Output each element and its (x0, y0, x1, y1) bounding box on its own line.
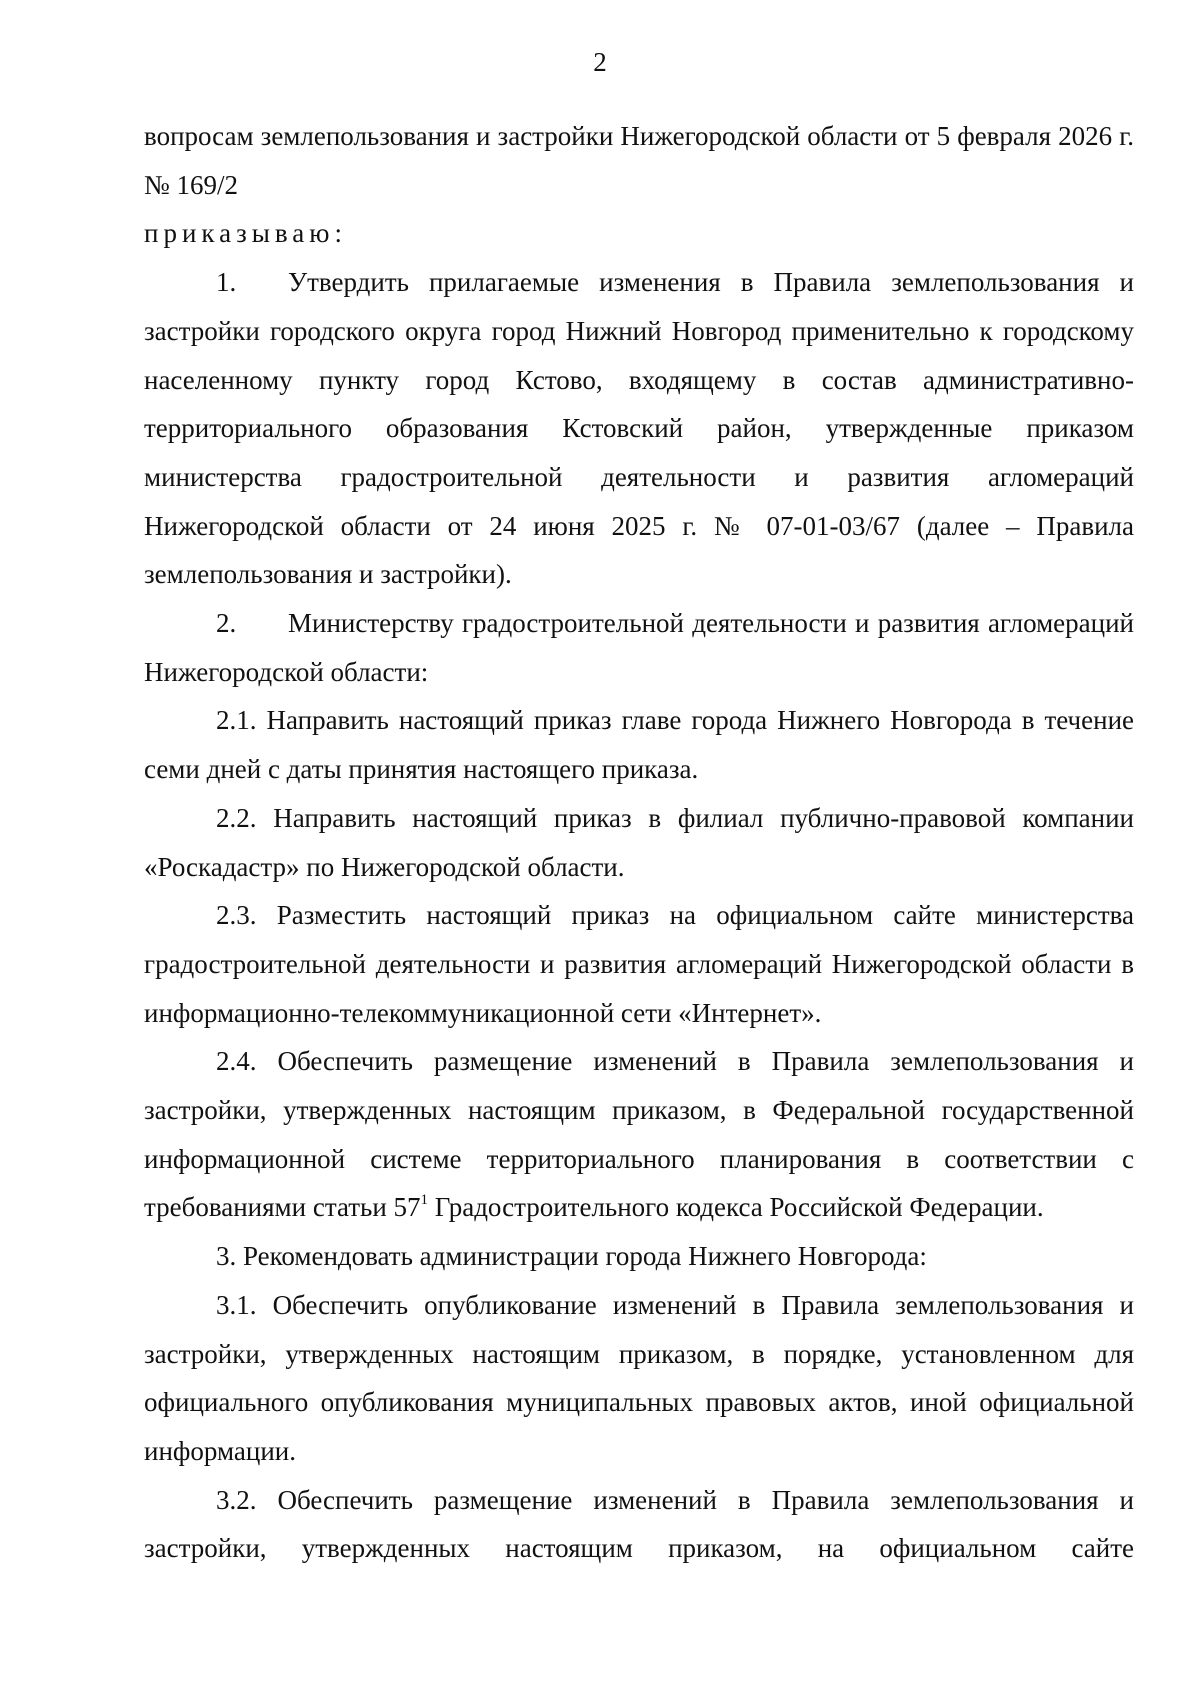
paragraph-2-3: 2.3. Разместить настоящий приказ на официальном сайте министерства градостроительной деятельности и развития агломераций Нижегородской области в информационно-телекоммуникационной сети «Интернет». (144, 900, 1134, 1028)
page-number: 2 (593, 47, 607, 77)
paragraph-1-text: Утвердить прилагаемые изменения в Правила землепользования и застройки городского округа город Нижний Новгород применительно к городскому населенному пункту город Кстово, входящему в состав административно-территориального образования Кстовский район, утвержденные приказом министерства градостроительной деятельности и развития агломераций Нижегородской области от 24 июня 2025 г. № 07-01-03/67 (далее – Правила землепользования и застройки). (144, 267, 1134, 590)
paragraph-3-2: 3.2. Обеспечить размещение изменений в Правила землепользования и застройки, утвержденных настоящим приказом, на официальном сайте (144, 1484, 1134, 1564)
paragraph-2-2: 2.2. Направить настоящий приказ в филиал публично-правовой компании «Роскадастр» по Нижегородской области. (144, 802, 1134, 882)
paragraph-2-4-text: 2.4. Обеспечить размещение изменений в Правила землепользования и застройки, утвержденных настоящим приказом, в Федеральной государственной информационной системе территориального планирования в соответствии с требованиями статьи 57 (144, 1046, 1134, 1223)
paragraph-2 (144, 599, 1134, 696)
paragraph-2-4-tail: Градостроительного кодекса Российской Федерации. (428, 1192, 1044, 1223)
paragraph-continuation: вопросам землепользования и застройки Нижегородской области от 5 февраля 2026 г. № 169/2 (144, 121, 1134, 200)
paragraph-1 (144, 258, 1134, 599)
paragraph-3-1: 3.1. Обеспечить опубликование изменений в Правила землепользования и застройки, утвержденных настоящим приказом, в порядке, установленном для официального опубликования муниципальных правовых актов, иной официальной информации. (144, 1289, 1134, 1466)
order-word: приказываю: (144, 218, 347, 249)
superscript-mark: 1 (420, 1192, 429, 1209)
paragraph-2-1: 2.1. Направить настоящий приказ главе города Нижнего Новгорода в течение семи дней с даты принятия настоящего приказа. (144, 705, 1134, 785)
paragraph-3: 3. Рекомендовать администрации города Нижнего Новгорода: (216, 1241, 927, 1272)
document-body (144, 112, 1134, 1573)
paragraph-1-number: 1. (216, 267, 237, 298)
paragraph-2-4 (144, 1037, 1134, 1232)
paragraph-2-number: 2. (216, 608, 237, 639)
paragraph-2-text: Министерству градостроительной деятельности и развития агломераций Нижегородской области: (144, 608, 1134, 687)
